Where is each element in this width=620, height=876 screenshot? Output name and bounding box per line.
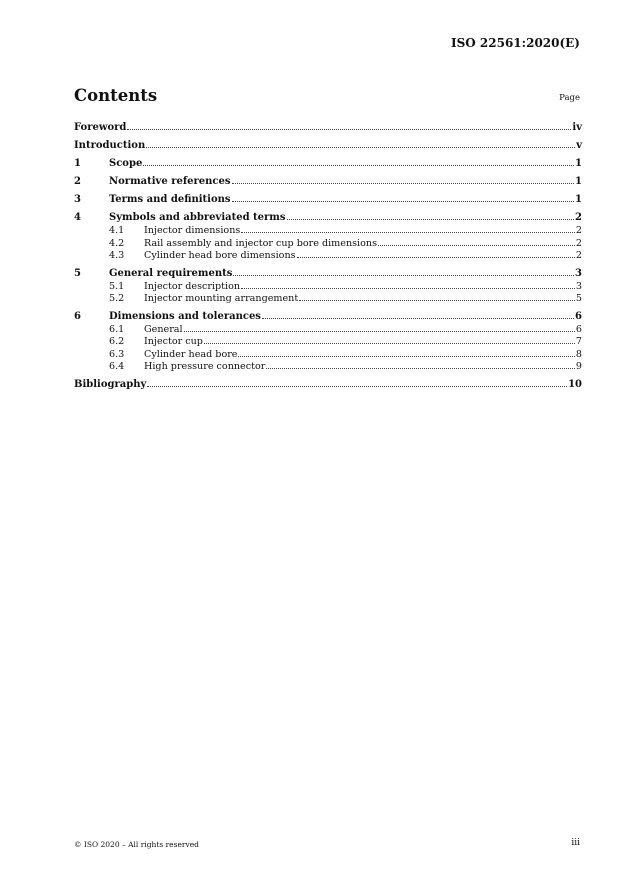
toc-entry[interactable] xyxy=(74,122,582,135)
toc-entry[interactable] xyxy=(74,158,582,171)
dot-leader xyxy=(184,331,575,332)
dot-leader xyxy=(262,318,574,319)
toc-entry-title: Introduction xyxy=(74,140,146,151)
toc-entry[interactable] xyxy=(74,250,582,263)
toc-entry-number: 1 xyxy=(74,158,81,169)
toc-entry-number: 4 xyxy=(74,212,81,223)
toc-entry-title: General xyxy=(144,323,183,335)
toc-entry-title: Injector dimensions xyxy=(144,225,241,236)
toc-entry[interactable] xyxy=(74,379,582,392)
toc-entry[interactable] xyxy=(74,349,582,362)
toc-entry-page: v xyxy=(576,140,582,151)
dot-leader xyxy=(233,275,574,276)
dot-leader xyxy=(238,356,574,357)
toc-entry-number: 6.2 xyxy=(109,336,125,347)
dot-leader xyxy=(232,201,575,202)
toc-entry[interactable] xyxy=(74,268,582,281)
toc-entry-page: 7 xyxy=(575,336,582,347)
toc-entry-number: 6.4 xyxy=(109,361,125,372)
toc-entry-title: Symbols and abbreviated terms xyxy=(109,212,286,223)
toc-entry-page: 1 xyxy=(575,194,582,205)
toc-entry[interactable] xyxy=(74,324,582,337)
toc-entry-page: 5 xyxy=(575,293,582,304)
toc-entry[interactable] xyxy=(74,281,582,294)
dot-leader xyxy=(297,257,575,258)
toc-entry-title: General requirements xyxy=(109,267,233,279)
toc-entry-page: 1 xyxy=(575,176,582,187)
toc-entry-title: Cylinder head bore xyxy=(144,348,238,360)
toc-entry[interactable] xyxy=(74,140,582,153)
dot-leader xyxy=(204,343,575,344)
toc-entry-title: Cylinder head bore dimensions xyxy=(144,250,296,261)
dot-leader xyxy=(299,300,575,301)
toc-entry-title: Foreword xyxy=(74,122,127,133)
dot-leader xyxy=(146,147,575,148)
toc-entry-number: 4.1 xyxy=(109,225,125,236)
dot-leader xyxy=(287,219,575,220)
toc-entry[interactable] xyxy=(74,293,582,306)
toc-entry-number: 5 xyxy=(74,267,81,279)
toc-entry-title: Normative references xyxy=(109,176,231,187)
dot-leader xyxy=(147,386,567,387)
document-id: ISO 22561:2020(E) xyxy=(451,36,580,50)
toc-entry-page: 6 xyxy=(575,310,582,322)
toc-entry-title: Injector description xyxy=(144,280,241,292)
toc-entry-title: Rail assembly and injector cup bore dimensions xyxy=(144,237,378,249)
toc-entry-number: 4.2 xyxy=(109,237,125,249)
toc-entry-page: 8 xyxy=(575,348,582,360)
toc-entry-title: Bibliography xyxy=(74,378,147,390)
toc-entry[interactable] xyxy=(74,194,582,207)
toc-entry-page: 3 xyxy=(575,267,582,279)
dot-leader xyxy=(266,368,575,369)
toc-entry-title: Injector mounting arrangement xyxy=(144,293,299,304)
toc-entry-page: 2 xyxy=(575,237,582,249)
toc-entry-number: 2 xyxy=(74,176,81,187)
toc-entry-page: 2 xyxy=(575,250,582,261)
toc-entry-title: High pressure connector xyxy=(144,361,266,372)
dot-leader xyxy=(378,245,575,246)
toc-entry-title: Dimensions and tolerances xyxy=(109,310,261,322)
toc-entry-page: 3 xyxy=(575,280,582,292)
page-number: iii xyxy=(571,838,580,848)
toc-entry-title: Terms and definitions xyxy=(109,194,231,205)
toc-entry-page: 1 xyxy=(575,158,582,169)
dot-leader xyxy=(143,165,574,166)
toc-entry[interactable] xyxy=(74,238,582,251)
dot-leader xyxy=(232,183,575,184)
toc-entry[interactable] xyxy=(74,225,582,238)
toc-entry-number: 4.3 xyxy=(109,250,125,261)
toc-entry-page: 9 xyxy=(575,361,582,372)
dot-leader xyxy=(241,232,575,233)
toc-entry-page: 2 xyxy=(575,225,582,236)
page-title: Contents xyxy=(74,86,158,105)
toc-entry-page: 2 xyxy=(575,212,582,223)
toc-entry[interactable] xyxy=(74,361,582,374)
toc-entry-page: 6 xyxy=(575,323,582,335)
toc-entry-page: 10 xyxy=(568,378,582,390)
page-column-label: Page xyxy=(559,93,580,103)
toc-entry-number: 6.1 xyxy=(109,323,125,335)
toc-entry-number: 5.2 xyxy=(109,293,125,304)
toc-entry[interactable] xyxy=(74,311,582,324)
toc-entry[interactable] xyxy=(74,212,582,225)
table-of-contents xyxy=(74,122,582,392)
toc-entry-number: 6 xyxy=(74,310,81,322)
toc-entry[interactable] xyxy=(74,336,582,349)
toc-entry-title: Injector cup xyxy=(144,336,203,347)
toc-entry-number: 5.1 xyxy=(109,280,125,292)
toc-entry-title: Scope xyxy=(109,158,143,169)
toc-entry-number: 6.3 xyxy=(109,348,125,360)
toc-entry-page: iv xyxy=(572,122,582,133)
toc-entry-number: 3 xyxy=(74,194,81,205)
dot-leader xyxy=(241,288,575,289)
copyright-notice: © ISO 2020 – All rights reserved xyxy=(74,840,199,849)
dot-leader xyxy=(127,129,571,130)
toc-entry[interactable] xyxy=(74,176,582,189)
